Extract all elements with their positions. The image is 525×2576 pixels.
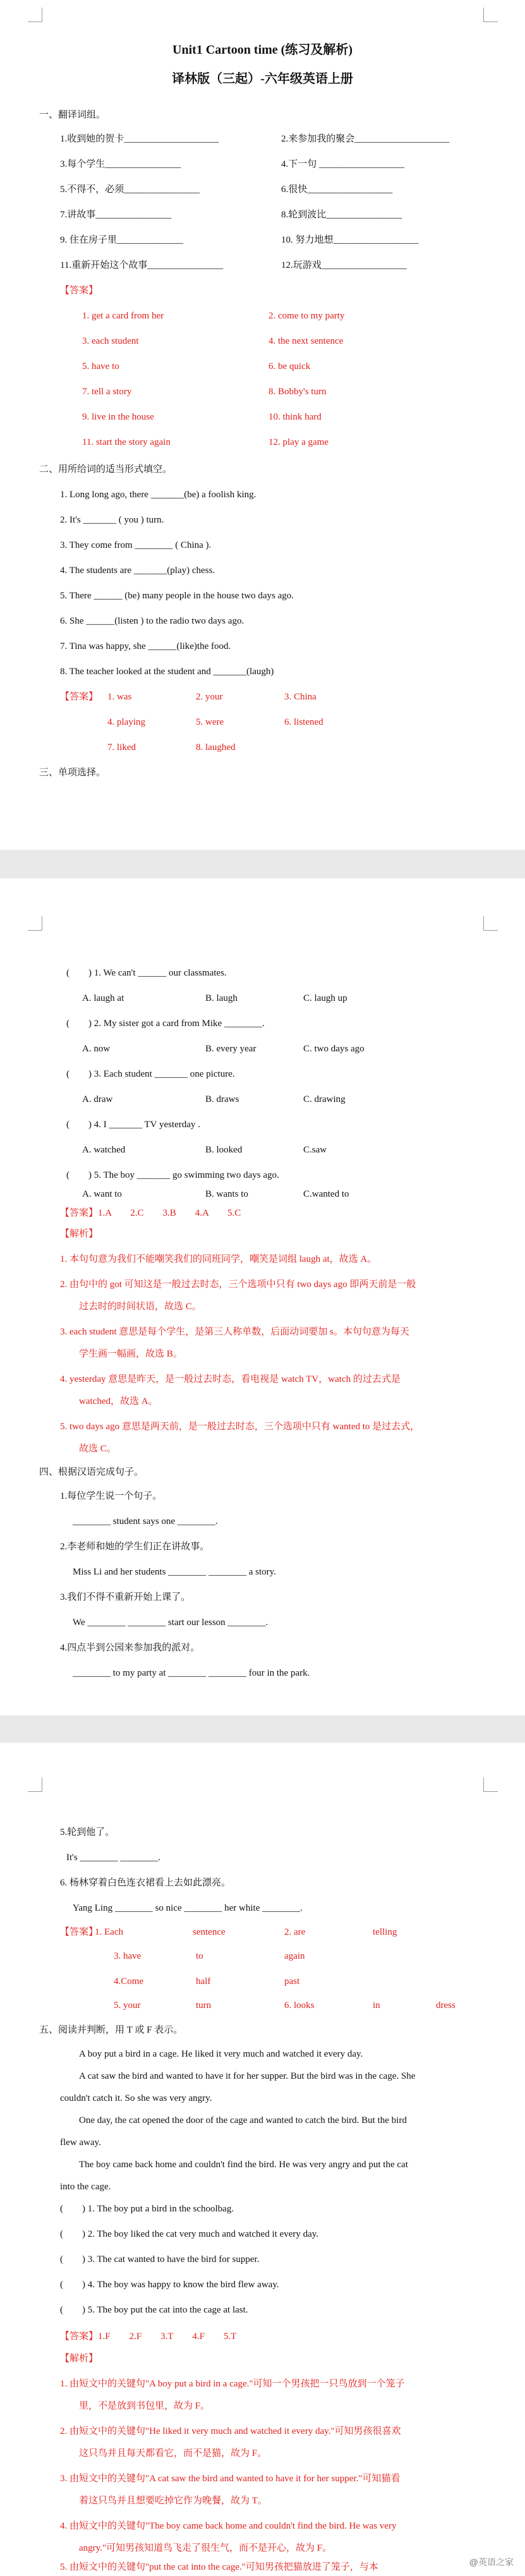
answer: 6. listened [284, 717, 323, 727]
option: C. laugh up [303, 993, 347, 1003]
question: ( ) 2. The boy liked the cat very much and watched it every day. [60, 2229, 319, 2239]
option: B. draws [205, 1094, 239, 1104]
explanation: 2. 由句中的 got 可知这是一般过去时态，三个选项中只有 two days ago 即两天前是一般 [60, 1279, 416, 1290]
answer: telling [373, 1927, 397, 1937]
question: ( ) 4. The boy was happy to know the bird flew away. [60, 2280, 279, 2290]
answer: again [284, 1951, 305, 1961]
question: 2.李老师和她的学生们正在讲故事。 [60, 1542, 210, 1552]
question: 11.重新开始这个故事________________ [60, 260, 224, 270]
answer: 10. think hard [269, 412, 322, 422]
question: ( ) 3. The cat wanted to have the bird for supper. [60, 2254, 260, 2265]
passage-line: A boy put a bird in a cage. He liked it very much and watched it every day. [79, 2049, 363, 2059]
answer: 5. were [196, 717, 224, 727]
section-heading: 一、翻译词组。 [39, 110, 106, 120]
option: B. laugh [205, 993, 238, 1003]
question: 8.轮到波比________________ [281, 210, 402, 220]
question: 10. 努力地想__________________ [281, 235, 419, 245]
question: ( ) 2. My sister got a card from Mike ________. [66, 1019, 265, 1029]
question: 9. 住在房子里______________ [60, 235, 184, 245]
answer: past [284, 1976, 300, 1986]
question: 5.不得不，必须________________ [60, 184, 200, 195]
answer: half [196, 1976, 211, 1986]
explanation: 故选 C。 [79, 1444, 116, 1454]
option: B. every year [205, 1044, 256, 1054]
option: A. laugh at [82, 993, 124, 1003]
question: 3. They come from ________ ( China ). [60, 540, 212, 550]
crop-mark [28, 1777, 42, 1792]
answer: 8. Bobby's turn [269, 387, 327, 397]
question: ________ to my party at ________ ________ four in the park. [73, 1668, 310, 1678]
crop-mark [483, 916, 498, 931]
question: 2. It's _______ ( you ) turn. [60, 515, 164, 525]
explanation: 这只鸟并且每天都看它，而不是猫，故为 F。 [79, 2448, 267, 2458]
question: ( ) 4. I _______ TV yesterday . [66, 1120, 200, 1130]
option: C.saw [303, 1145, 327, 1155]
answer: 5. your [114, 2000, 141, 2011]
doc-subtitle: 译林版（三起）-六年级英语上册 [172, 72, 353, 86]
question: ________ student says one ________. [73, 1516, 218, 1527]
option: B. wants to [205, 1189, 248, 1199]
doc-title: Unit1 Cartoon time (练习及解析) [172, 43, 353, 57]
answer-label: 【答案】 [60, 286, 99, 296]
question: 4.四点半到公园来参加我的派对。 [60, 1643, 200, 1653]
section-heading: 四、根据汉语完成句子。 [39, 1467, 144, 1477]
watermark: @英语之家 [469, 2557, 514, 2567]
answer: 8. laughed [196, 742, 236, 753]
question: 5.轮到他了。 [60, 1827, 115, 1837]
passage-line: couldn't catch it. So she was very angry. [60, 2093, 212, 2103]
explanation: 5. 由短文中的关键句"put the cat into the cage."可知男孩把猫放进了笼子，与本 [60, 2562, 378, 2572]
answer: 7. tell a story [82, 387, 132, 397]
question: ( ) 1. The boy put a bird in the schoolbag. [60, 2204, 234, 2214]
question: 1.每位学生说一个句子。 [60, 1491, 162, 1501]
answer: turn [196, 2000, 212, 2011]
answer: 4. the next sentence [269, 336, 344, 346]
question: 4.下一句 __________________ [281, 159, 405, 169]
option: A. watched [82, 1145, 126, 1155]
question: 2.来参加我的聚会____________________ [281, 134, 450, 144]
answer: 7. liked [107, 742, 136, 753]
explanation: 4. 由短文中的关键句"The boy came back home and couldn't find the bird. He was very [60, 2521, 397, 2531]
question: Miss Li and her students ________ ________ a story. [73, 1567, 276, 1577]
answer: 2. come to my party [269, 311, 345, 321]
explanation: 过去时的时间状语，故选 C。 [79, 1302, 202, 1312]
explanation: 1. 本句句意为我们不能嘲笑我们的同班同学，嘲笑是词组 laugh at，故选 A。 [60, 1254, 377, 1264]
section-heading: 三、单项选择。 [39, 768, 106, 778]
answer: 12. play a game [269, 437, 329, 447]
answer: 11. start the story again [82, 437, 171, 447]
explanation: 3. each student 意思是每个学生，是第三人称单数，后面动词要加 s。本句句意为每天 [60, 1327, 409, 1337]
option: A. now [82, 1044, 111, 1054]
question: ( ) 5. The boy put the cat into the cage at last. [60, 2305, 248, 2315]
crop-mark [483, 8, 498, 22]
answer: 2. are [284, 1927, 306, 1937]
question: 3.每个学生________________ [60, 159, 181, 169]
explain-label: 【解析】 [60, 1229, 99, 1239]
option: C. two days ago [303, 1044, 365, 1054]
option: C.wanted to [303, 1189, 349, 1199]
question: 7.讲故事________________ [60, 210, 172, 220]
page-2 [0, 878, 525, 1715]
answer: 4. playing [107, 717, 145, 727]
question: ( ) 1. We can't ______ our classmates. [66, 968, 227, 978]
answer: dress [436, 2000, 456, 2011]
option: C. drawing [303, 1094, 346, 1104]
answer-label: 【答案】 [60, 692, 99, 702]
crop-mark [483, 1777, 498, 1792]
explanation: 学生画一幅画，故选 B。 [79, 1349, 183, 1359]
question: ( ) 3. Each student _______ one picture. [66, 1069, 235, 1079]
explanation: 5. two days ago 意思是两天前，是一般过去时态，三个选项中只有 wanted to 是过去式， [60, 1422, 420, 1432]
option: A. draw [82, 1094, 113, 1104]
question: 6. 杨林穿着白色连衣裙看上去如此漂亮。 [60, 1878, 231, 1888]
explain-label: 【解析】 [60, 2354, 99, 2364]
passage-line: A cat saw the bird and wanted to have it for her supper. But the bird was in the cage. She [79, 2071, 416, 2081]
question: 12.玩游戏__________________ [281, 260, 407, 270]
answer: 4.Come [114, 1976, 144, 1986]
answer: 3. have [114, 1951, 142, 1961]
section-heading: 五、阅读并判断，用 T 或 F 表示。 [39, 2025, 183, 2035]
explanation: 4. yesterday 意思是昨天，是一般过去时态，看电视是 watch TV，watch 的过去式是 [60, 1374, 401, 1384]
crop-mark [28, 8, 42, 22]
passage-line: into the cage. [60, 2182, 111, 2192]
section-heading: 二、用所给词的适当形式填空。 [39, 464, 172, 475]
answer-label: 【答案】 [60, 1927, 99, 1937]
passage-line: The boy came back home and couldn't find the bird. He was very angry and put the cat [79, 2160, 408, 2170]
answer: 9. live in the house [82, 412, 154, 422]
question: 7. Tina was happy, she ______(like)the food. [60, 641, 231, 651]
option: B. looked [205, 1145, 243, 1155]
explanation: 1. 由短文中的关键句"A boy put a bird in a cage."可知一个男孩把一只鸟放到一个笼子 [60, 2379, 405, 2389]
answer: 3. each student [82, 336, 139, 346]
answer: 1. get a card from her [82, 311, 164, 321]
answer: 2. your [196, 692, 223, 702]
explanation: 3. 由短文中的关键句"A cat saw the bird and wanted to have it for her supper."可知猫看 [60, 2474, 401, 2484]
question: 4. The students are _______(play) chess. [60, 565, 215, 576]
question: It's ________ ________. [66, 1853, 160, 1863]
crop-mark [28, 916, 42, 931]
question: 1. Long long ago, there _______(be) a foolish king. [60, 490, 256, 500]
page-1 [0, 0, 525, 850]
question: 8. The teacher looked at the student and _______(laugh) [60, 667, 274, 677]
explanation: watched，故选 A。 [79, 1396, 158, 1406]
question: Yang Ling ________ so nice ________ her white ________. [73, 1903, 303, 1913]
answer: 6. be quick [269, 361, 311, 372]
answer: 3. China [284, 692, 317, 702]
question: 3.我们不得不重新开始上课了。 [60, 1592, 191, 1602]
answer: 【答案】1.A 2.C 3.B 4.A 5.C [60, 1208, 241, 1218]
passage-line: One day, the cat opened the door of the cage and wanted to catch the bird. But the bird [79, 2115, 407, 2126]
explanation: angry."可知男孩知道鸟飞走了很生气，而不是开心，故为 F。 [79, 2543, 332, 2553]
question: ( ) 5. The boy _______ go swimming two days ago. [66, 1170, 279, 1180]
question: 6.很快__________________ [281, 184, 393, 195]
passage-line: flew away. [60, 2138, 101, 2148]
option: A. want to [82, 1189, 122, 1199]
answer: in [373, 2000, 380, 2011]
answer: 【答案】1.F 2.F 3.T 4.F 5.T [60, 2331, 237, 2342]
page-3 [0, 1743, 525, 2576]
question: 5. There ______ (be) many people in the house two days ago. [60, 591, 294, 601]
answer: 1. Each [95, 1927, 123, 1937]
explanation: 里，不是放到书包里，故为 F。 [79, 2401, 210, 2411]
question: 1.收到她的贺卡____________________ [60, 134, 219, 144]
explanation: 2. 由短文中的关键句"He liked it very much and watched it every day."可知男孩很喜欢 [60, 2426, 401, 2436]
answer: 1. was [107, 692, 132, 702]
question: We ________ ________ start our lesson ________. [73, 1618, 269, 1628]
answer: sentence [193, 1927, 226, 1937]
question: 6. She ______(listen ) to the radio two days ago. [60, 616, 244, 626]
answer: 5. have to [82, 361, 119, 372]
answer: to [196, 1951, 203, 1961]
answer: 6. looks [284, 2000, 315, 2011]
explanation: 着这只鸟并且想要吃掉它作为晚餐，故为 T。 [79, 2496, 267, 2506]
